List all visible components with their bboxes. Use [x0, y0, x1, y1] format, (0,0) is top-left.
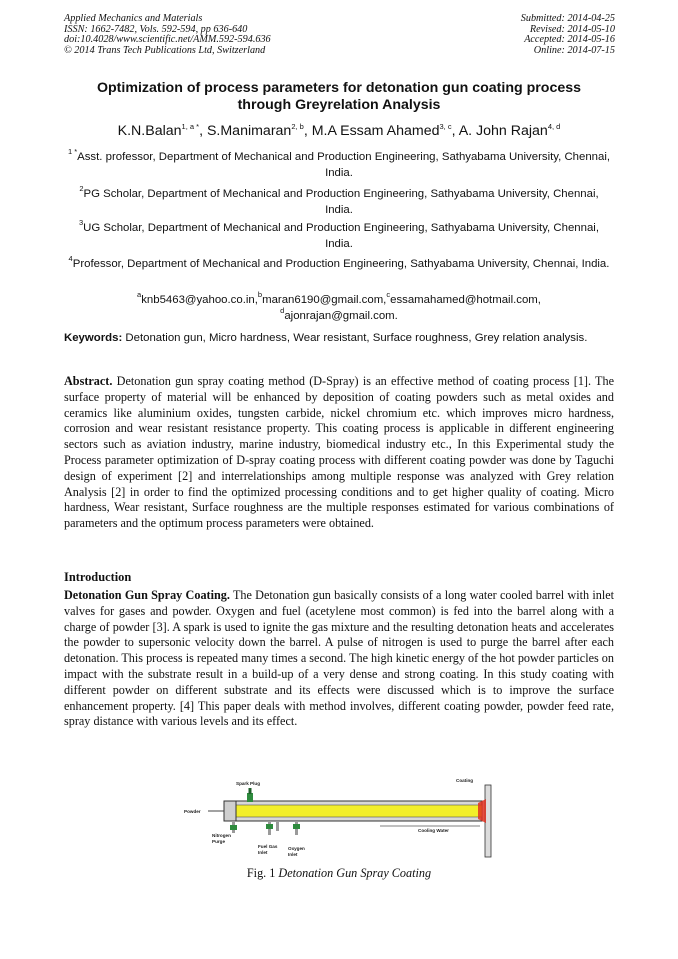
paper-title: [64, 80, 614, 114]
affiliation-text: UG Scholar, Department of Mechanical and Production Engineering, Sathyabama University, Chennai, India.: [83, 222, 599, 250]
keywords-paragraph: [64, 330, 614, 347]
oxygen-valve: [293, 824, 300, 829]
revised-date: Revised: 2014-05-10: [529, 23, 615, 35]
author-sup: 1, a *: [181, 122, 200, 131]
author-name: S.Manimaran: [206, 123, 292, 139]
oxygen-inlet-label: Inlet: [288, 852, 298, 857]
spark-plug: [247, 793, 253, 802]
purge-label: Purge: [212, 839, 226, 844]
keywords-text: Detonation gun, Micro hardness, Wear resistant, Surface roughness, Grey relation analysis.: [125, 332, 588, 344]
fuel-pipe-2: [276, 821, 279, 831]
introduction-paragraph: [64, 588, 614, 730]
intro-text: The Detonation gun basically consists of a long water cooled barrel with inlet valves for gases and powder. Oxygen and fuel (acetylene most common) is fed into the barrel along with a charge of powder [3]. A spark is used to ignite the gas mixture and the resulting detonation heats and accelerates the powder to supersonic velocity down the barrel. A pulse of nitrogen is used to purge the barrel after each detonation. This process is repeated many times a second. The high kinetic energy of the hot powder particles on impact with the substrate result in a build-up of a very dense and strong coating. In this study coating with different powder on different substrate and its effects were discussed which is to improve the surface enhancement property. [4] This paper deals with method involves, different coating powder, powder feed rate, spray distance with various levels and its effect.: [64, 588, 615, 729]
dates-header: [521, 14, 615, 56]
online-date: Online: 2014-07-15: [533, 44, 615, 56]
title-line: Optimization of process parameters for detonation gun coating process: [96, 80, 582, 96]
cooling-water-label: Cooling Water: [418, 828, 449, 833]
author-sup: 3, c: [439, 122, 452, 131]
author-list: [40, 122, 638, 140]
section-heading: Introduction: [64, 570, 132, 584]
keywords-label: Keywords:: [64, 332, 123, 344]
powder-label: Powder: [184, 809, 201, 814]
email-sup: b: [257, 290, 263, 299]
email-sup: a: [137, 290, 142, 299]
journal-header: [64, 14, 271, 56]
affiliation-1: [64, 147, 614, 181]
affiliation-sup: 1 *: [67, 147, 78, 156]
spark-plug-label: Spark Plug: [236, 781, 260, 786]
breech-block: [224, 801, 236, 821]
title-line: through Greyrelation Analysis: [237, 97, 441, 113]
coating-label: Coating: [456, 778, 474, 783]
author-name: A. John Rajan: [458, 123, 548, 139]
figure-caption: [64, 866, 614, 881]
doi-line: doi:10.4028/www.scientific.net/AMM.592-594.636: [64, 34, 271, 46]
submitted-date: Submitted: 2014-04-25: [520, 13, 615, 24]
email-link[interactable]: knb5463@yahoo.co.in,: [141, 294, 258, 306]
oxygen-label: Oxygen: [288, 846, 305, 851]
fuel-valve: [266, 824, 273, 829]
email-sup: c: [386, 290, 391, 299]
affiliation-sup: 3: [79, 218, 84, 227]
affiliation-2: [64, 184, 614, 218]
nitrogen-valve: [230, 825, 237, 830]
copyright-line: © 2014 Trans Tech Publications Ltd, Switzerland: [64, 44, 266, 56]
caption-prefix: Fig. 1: [246, 866, 276, 880]
email-link[interactable]: ajonrajan@gmail.com.: [284, 309, 398, 322]
email-sup: d: [280, 305, 285, 315]
author-sup: 2, b: [291, 122, 304, 131]
fuel-inlet-label: Inlet: [258, 850, 268, 855]
author-sep: ,: [303, 123, 312, 139]
affiliation-text: Professor, Department of Mechanical and Production Engineering, Sathyabama University, Chennai, India.: [72, 258, 610, 270]
intro-lead: Detonation Gun Spray Coating.: [64, 588, 230, 602]
email-link[interactable]: essamahamed@hotmail.com,: [390, 294, 541, 306]
affiliation-3: [64, 218, 614, 252]
affiliation-4: [64, 254, 614, 273]
email-block: [64, 290, 614, 324]
affiliation-text: PG Scholar, Department of Mechanical and Production Engineering, Sathyabama University, Chennai, India.: [83, 188, 599, 216]
abstract-paragraph: [64, 374, 614, 532]
affiliation-sup: 4: [68, 254, 73, 263]
issn-line: ISSN: 1662-7482, Vols. 592-594, pp 636-640: [64, 23, 248, 35]
affiliation-text: Asst. professor, Department of Mechanical and Production Engineering, Sathyabama University, Chennai, India.: [77, 151, 611, 179]
spark-plug-top: [249, 788, 252, 794]
accepted-date: Accepted: 2014-05-16: [524, 34, 615, 46]
nitrogen-label: Nitrogen: [212, 833, 231, 838]
barrel-core: [234, 805, 482, 817]
affiliation-sup: 2: [79, 184, 84, 193]
author-sep: ,: [199, 123, 207, 139]
author-name: M.A Essam Ahamed: [311, 123, 440, 139]
author-sup: 4, d: [547, 122, 561, 131]
author-sep: ,: [451, 123, 459, 139]
journal-name: Applied Mechanics and Materials: [64, 13, 203, 24]
author-name: K.N.Balan: [117, 123, 182, 139]
detonation-gun-figure: [180, 773, 500, 865]
email-link[interactable]: maran6190@gmail.com,: [262, 294, 387, 306]
caption-text: Detonation Gun Spray Coating: [278, 866, 432, 880]
fuel-gas-label: Fuel Gas: [258, 844, 278, 849]
spray-particles: [478, 799, 486, 823]
abstract-text: Detonation gun spray coating method (D-Spray) is an effective method of coating process [1]. The surface property of material will be enhanced by deposition of coating powders such as metal oxides and ceramics like aluminium oxides, tungsten carbide, nickel chromium etc. which improves micro hardness, corrosion and wear resistant resistance property. This coating process is applicable in different engineering sectors such as aviation industry, marine industry, biomedical industry etc., In this Experimental study the Process parameter optimization of D-spray coating process with different coating powder was done by Taguchi design of experiment [2] and interrelationships among multiple response was analyzed with Grey relation Analysis [2] in order to find the optimized processing conditions and to get higher quality of coating. Micro hardness, Wear resistant, Surface roughness are the multiple responses estimated for various combinations of parameters and the optimum process parameters were obtained.: [64, 374, 615, 531]
abstract-label: Abstract.: [64, 374, 113, 388]
